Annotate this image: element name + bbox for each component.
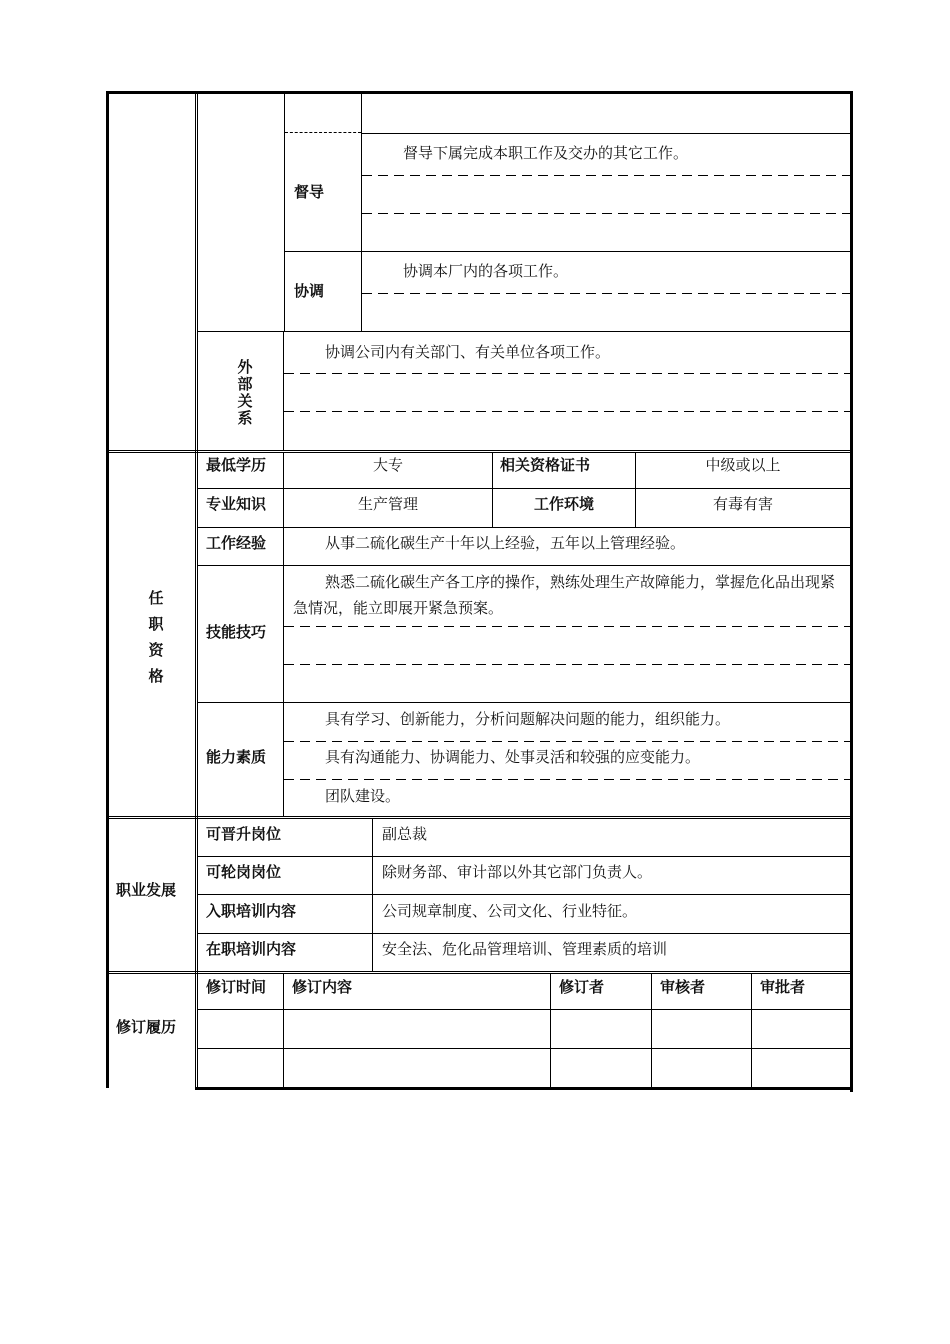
qualifications-section-label: 任职资格 [148,589,164,685]
rotate-value: 除财务部、审计部以外其它部门负责人。 [382,863,653,881]
certificate-label: 相关资格证书 [500,456,591,474]
ability-line-2: 具有沟通能力、协调能力、处事灵活和较强的应变能力。 [325,748,701,766]
coordinate-label: 协调 [294,282,325,300]
min-education-label: 最低学历 [206,456,267,474]
revision-header-content: 修订内容 [292,978,353,996]
skills-value: 熟悉二硫化碳生产各工序的操作，熟练处理生产故障能力，掌握危化品出现紧急情况，能立即展开紧急预案。 [293,573,836,617]
onboard-label: 入职培训内容 [206,902,297,920]
revision-header-reviewer: 审核者 [660,978,706,996]
ability-line-3: 团队建设。 [325,787,401,805]
promote-label: 可晋升岗位 [206,825,282,843]
external-label: 外部关系 [237,358,253,427]
job-description-table [106,91,853,1090]
ability-label: 能力素质 [206,748,267,766]
rotate-label: 可轮岗岗位 [206,863,282,881]
table-bottom-border [195,1087,853,1090]
environment-label: 工作环境 [533,495,594,513]
knowledge-label: 专业知识 [206,495,267,513]
supervise-text: 督导下属完成本职工作及交办的其它工作。 [403,144,689,162]
experience-value: 从事二硫化碳生产十年以上经验，五年以上管理经验。 [325,534,686,552]
table-left-border [106,91,109,1088]
revision-header-time: 修订时间 [206,978,267,996]
revision-header-approver: 审批者 [760,978,806,996]
external-text: 协调公司内有关部门、有关单位各项工作。 [325,343,611,361]
revision-header-reviser: 修订者 [559,978,605,996]
onjob-value: 安全法、危化品管理培训、管理素质的培训 [382,940,668,958]
environment-value: 有毒有害 [712,495,773,513]
table-right-border [850,91,853,1092]
skills-label: 技能技巧 [206,623,267,641]
certificate-value: 中级或以上 [705,456,781,474]
revision-section-label: 修订履历 [116,1018,177,1036]
onboard-value: 公司规章制度、公司文化、行业特征。 [382,902,638,920]
min-education-value: 大专 [372,456,403,474]
ability-line-1: 具有学习、创新能力，分析问题解决问题的能力，组织能力。 [325,710,731,728]
supervise-label: 督导 [294,183,325,201]
onjob-label: 在职培训内容 [206,940,297,958]
coordinate-text: 协调本厂内的各项工作。 [403,262,569,280]
knowledge-value: 生产管理 [357,495,418,513]
career-section-label: 职业发展 [116,881,177,899]
experience-label: 工作经验 [206,534,267,552]
promote-value: 副总裁 [382,825,428,843]
